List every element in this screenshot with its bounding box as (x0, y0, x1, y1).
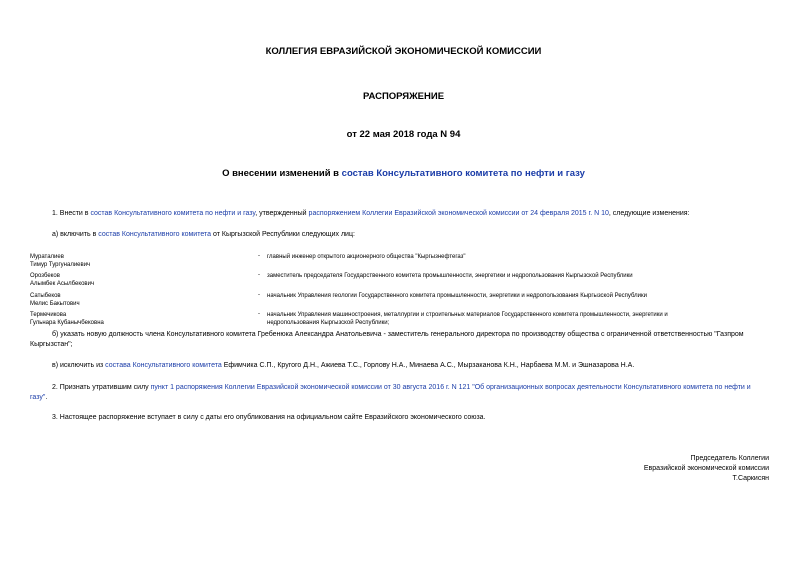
paragraph-3: 3. Настоящее распоряжение вступает в силу с даты его опубликования на официальном сайте Евразийского экономического союза. (52, 414, 486, 421)
member-3-name: Мелис Бакытович (30, 301, 80, 307)
member-4-position-line2: недропользования Кыргызской Республики; (267, 320, 390, 326)
signature-name: Т.Саркисян (732, 475, 769, 482)
member-3-surname: Сатыбеков (30, 293, 61, 299)
pv-link[interactable]: состава Консультативного комитета (105, 362, 222, 369)
pv-text-a: в) исключить из (52, 362, 106, 369)
signature-position-1: Председатель Коллегии (690, 455, 769, 462)
p2-link-line2[interactable]: газу" (30, 394, 46, 401)
signature-position-2: Евразийской экономической комиссии (643, 465, 769, 472)
pa-text-a: а) включить в (52, 231, 99, 238)
paragraph-1 (52, 209, 690, 219)
document-date-number: от 22 мая 2018 года N 94 (346, 129, 461, 140)
member-3-dash: - (258, 292, 260, 298)
pa-link[interactable]: состав Консультативного комитета (98, 231, 212, 238)
member-1-position: главный инженер открытого акционерного общества "Кыргызнефтегаз" (267, 254, 466, 260)
p1-text-c: , следующие изменения: (608, 210, 690, 217)
paragraph-b-line1: б) указать новую должность члена Консультативного комитета Гребенюка Александра Анатольевича - заместитель генерального директора по производству общества с ограниченной ответственностью "Газпром (52, 331, 744, 338)
member-3-position: начальник Управления геологии Государственного комитета промышленности, энергетики и недропользования Кыргызской Республики (267, 293, 647, 299)
member-4-position-line1: начальник Управления машиностроения, металлургии и строительных материалов Государственного комитета промышленности, энергетики и (267, 312, 668, 318)
title-link[interactable]: состав Консультативного комитета по нефти и газу (341, 168, 585, 179)
title-prefix: О внесении изменений в (222, 168, 342, 179)
paragraph-2-line2 (30, 393, 47, 403)
document-title (0, 168, 807, 179)
pa-text-b: от Кыргызской Республики следующих лиц: (211, 231, 355, 238)
member-1-surname: Мураталиев (30, 254, 64, 260)
p1-link-decree[interactable]: распоряжением Коллегии Евразийской экономической комиссии от 24 февраля 2015 г. N 10 (308, 210, 609, 217)
p2-link-line1[interactable]: пункт 1 распоряжения Коллегии Евразийской экономической комиссии от 30 августа 2016 г. N 121 "Об организационных вопросах деятельности Консультативного комитета по нефти и (150, 384, 751, 391)
p2-text-b: . (45, 394, 48, 401)
paragraph-v (52, 361, 634, 371)
member-4-surname: Термечикова (30, 312, 67, 318)
member-1-dash: - (258, 253, 260, 259)
organization-header: КОЛЛЕГИЯ ЕВРАЗИЙСКОЙ ЭКОНОМИЧЕСКОЙ КОМИССИИ (265, 46, 542, 57)
pv-text-b: Ефимчика С.П., Кругого Д.Н., Ажиева Т.С., Горлову Н.А., Минаева А.С., Мырзаканова К.Н., Нарбаева М.М. и Эшназарова Н.А. (221, 362, 635, 369)
p2-text-a: 2. Признать утратившим силу (52, 384, 151, 391)
paragraph-b-line2: Кыргызстан"; (30, 341, 73, 348)
member-2-position: заместитель председателя Государственного комитета промышленности, энергетики и недропользования Кыргызской Республики (267, 273, 633, 279)
member-2-dash: - (258, 272, 260, 278)
member-4-dash: - (258, 311, 260, 317)
member-2-surname: Орозбеков (30, 273, 60, 279)
p1-text-a: 1. Внести в (52, 210, 91, 217)
member-4-name: Гульнара Кубанычбековна (30, 320, 104, 326)
member-1-name: Тимур Тургуналиевич (30, 262, 91, 268)
document-type: РАСПОРЯЖЕНИЕ (362, 91, 445, 102)
paragraph-a (52, 230, 355, 240)
member-2-name: Алымбек Асылбекович (30, 281, 95, 287)
p1-link-composition[interactable]: состав Консультативного комитета по нефти и газу (90, 210, 256, 217)
paragraph-2-line1 (52, 383, 751, 393)
p1-text-b: , утвержденный (255, 210, 309, 217)
